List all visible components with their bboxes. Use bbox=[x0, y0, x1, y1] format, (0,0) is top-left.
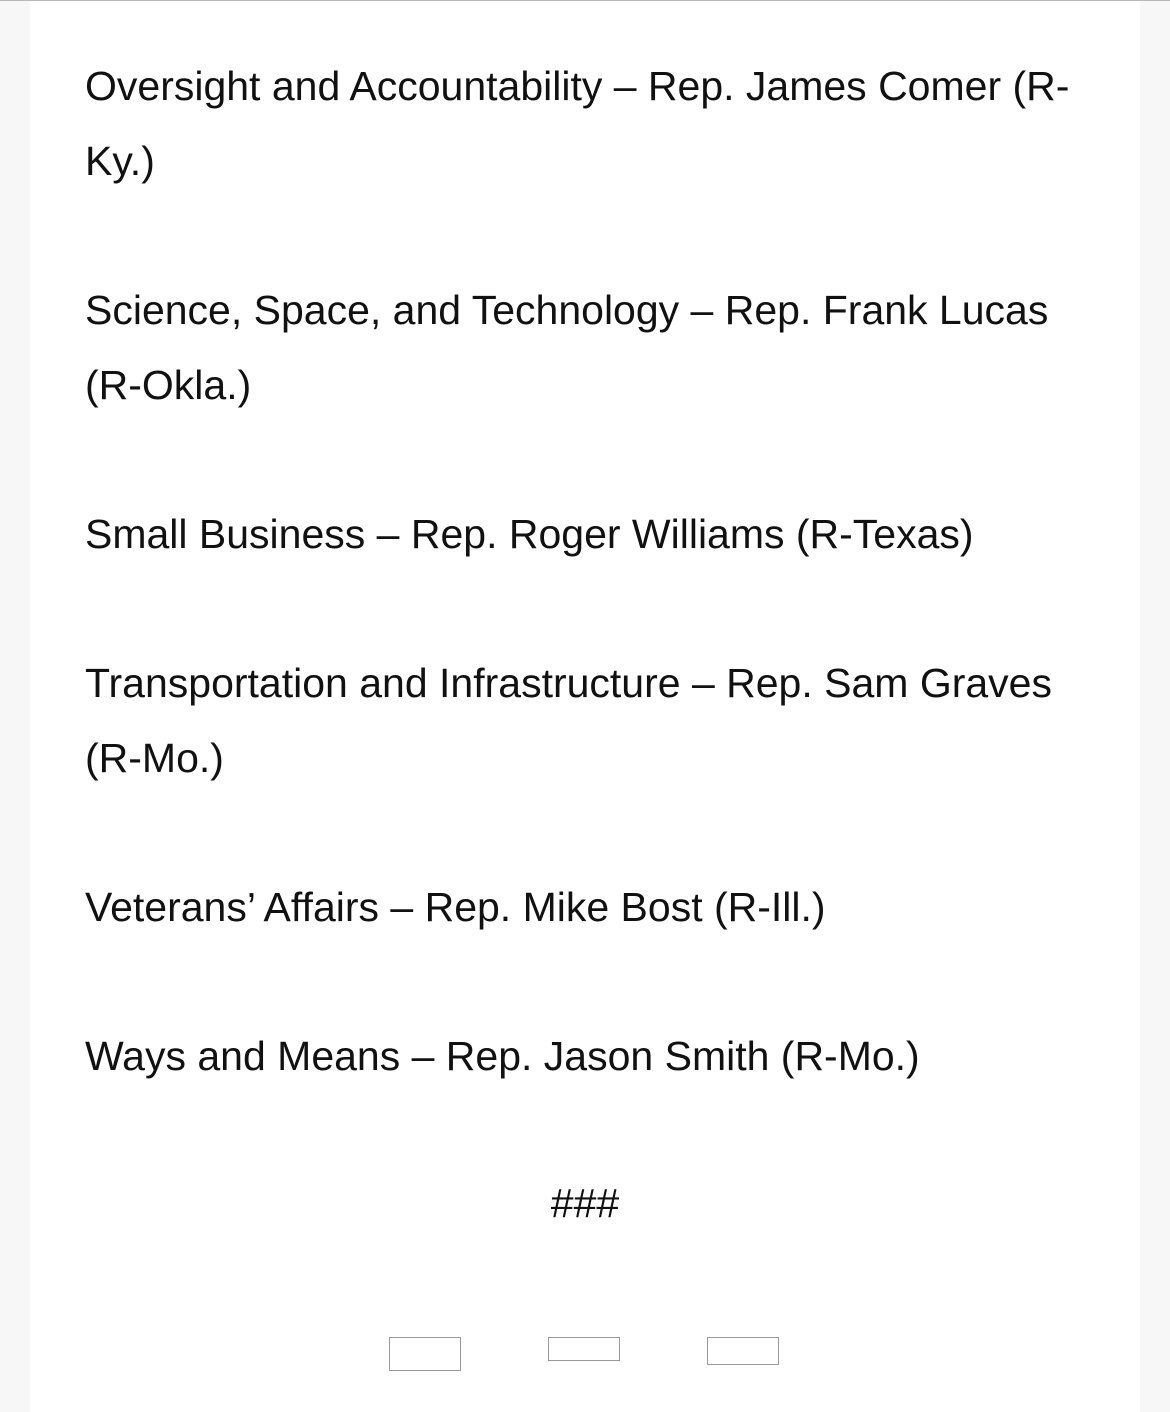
committee-item-transportation: Transportation and Infrastructure – Rep. Sam Graves (R-Mo.) bbox=[85, 660, 1052, 781]
footer-button-3[interactable] bbox=[707, 1337, 779, 1365]
committee-list bbox=[85, 49, 1095, 1168]
committee-item-veterans: Veterans’ Affairs – Rep. Mike Bost (R-Ill.) bbox=[85, 884, 826, 930]
committee-item-science: Science, Space, and Technology – Rep. Frank Lucas (R-Okla.) bbox=[85, 287, 1049, 408]
document-page bbox=[30, 1, 1140, 1412]
committee-item-small-business: Small Business – Rep. Roger Williams (R-Texas) bbox=[85, 511, 974, 557]
footer-button-2[interactable] bbox=[548, 1337, 620, 1361]
committee-item-oversight: Oversight and Accountability – Rep. James Comer (R-Ky.) bbox=[85, 63, 1070, 184]
end-mark: ### bbox=[550, 1180, 620, 1226]
footer-button-1[interactable] bbox=[389, 1337, 461, 1371]
committee-item-ways-and-means: Ways and Means – Rep. Jason Smith (R-Mo.) bbox=[85, 1033, 920, 1079]
